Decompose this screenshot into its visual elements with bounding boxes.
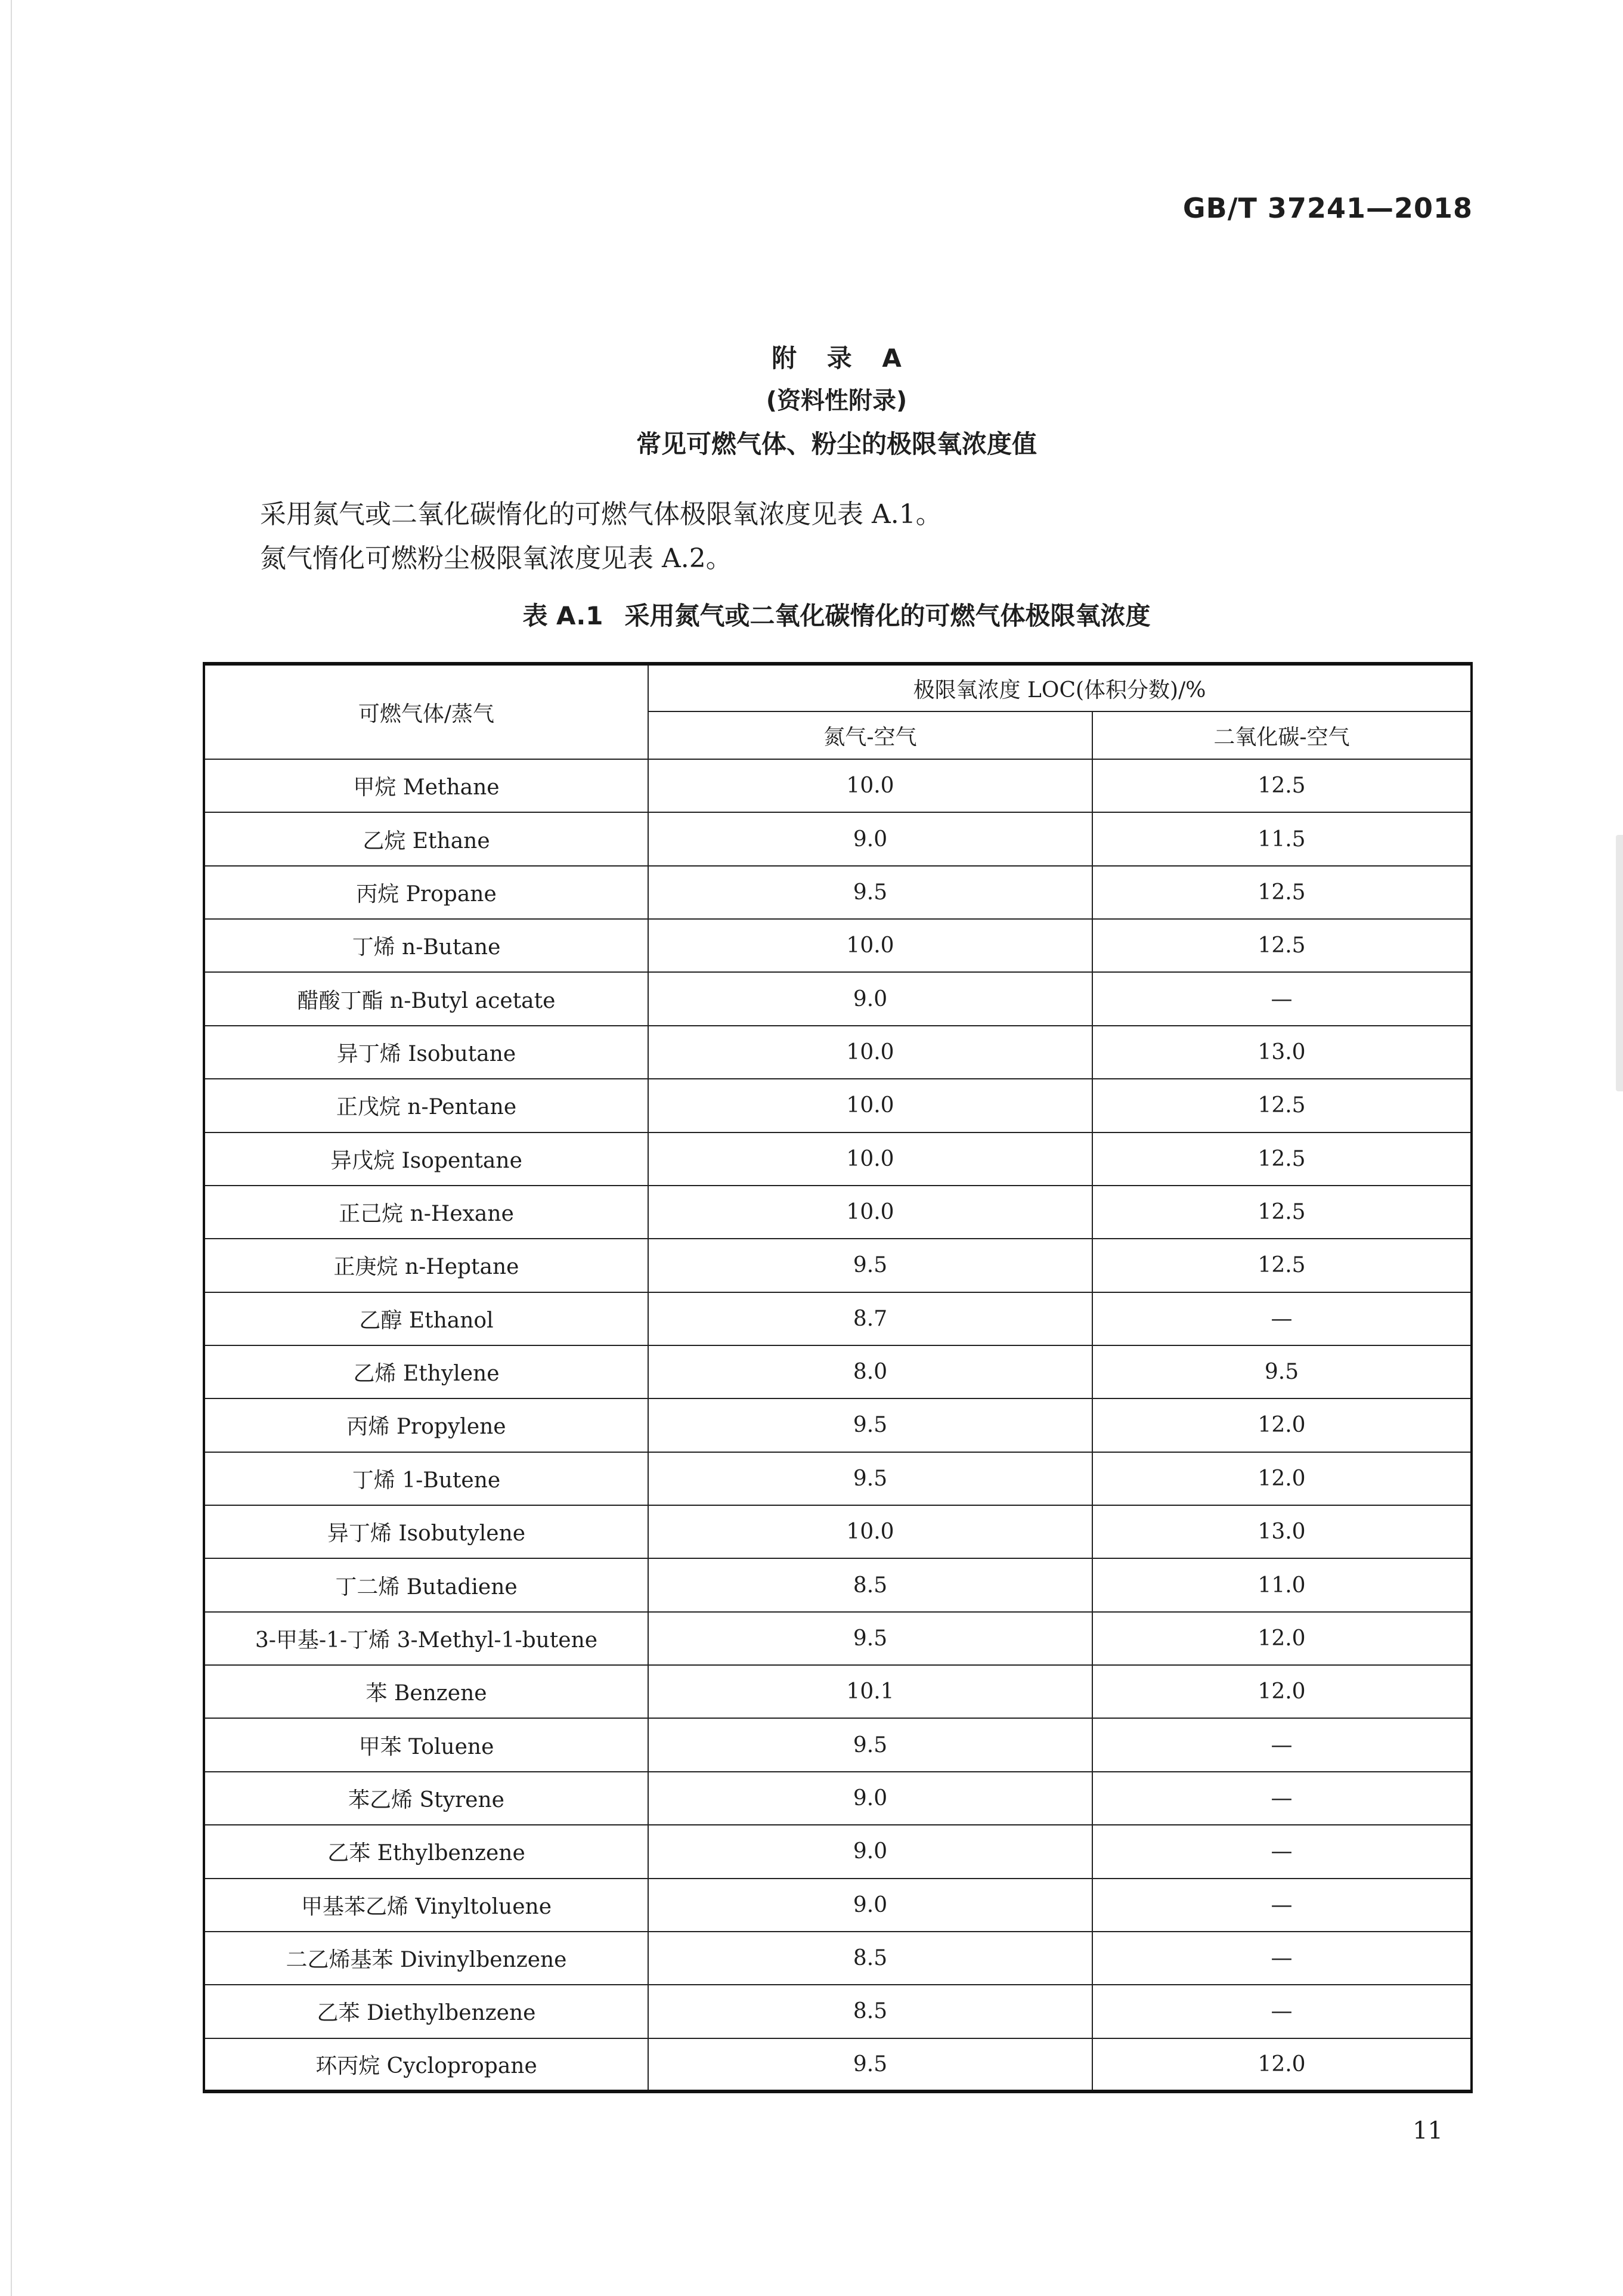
cell-co2: 11.5 xyxy=(1092,812,1472,865)
cell-co2: — xyxy=(1092,1985,1472,2038)
standard-code: GB/T 37241—2018 xyxy=(1182,192,1473,224)
table-row xyxy=(204,1186,1472,1239)
cell-gas: 正己烷 n-Hexane xyxy=(204,1186,648,1239)
table-row xyxy=(204,1079,1472,1132)
cell-gas: 丙烯 Propylene xyxy=(204,1398,648,1452)
cell-co2: 12.5 xyxy=(1092,1186,1472,1239)
table-row xyxy=(204,1505,1472,1558)
cell-gas: 苯 Benzene xyxy=(204,1665,648,1718)
paragraph-2: 氮气惰化可燃粉尘极限氧浓度见表 A.2。 xyxy=(260,543,732,574)
cell-co2: — xyxy=(1092,1879,1472,1932)
table-row xyxy=(204,1026,1472,1079)
table-header-row xyxy=(204,664,1472,711)
cell-co2: — xyxy=(1092,1932,1472,1985)
cell-co2: 12.0 xyxy=(1092,1452,1472,1505)
cell-n2: 10.0 xyxy=(648,1026,1092,1079)
cell-gas: 乙烷 Ethane xyxy=(204,812,648,865)
table-row xyxy=(204,1879,1472,1932)
cell-gas: 丙烷 Propane xyxy=(204,866,648,919)
cell-gas: 乙烯 Ethylene xyxy=(204,1345,648,1398)
table-row xyxy=(204,1239,1472,1292)
appendix-title: 附 录 A xyxy=(772,344,902,373)
cell-gas: 正戊烷 n-Pentane xyxy=(204,1079,648,1132)
cell-gas: 乙苯 Ethylbenzene xyxy=(204,1825,648,1878)
table-row xyxy=(204,919,1472,972)
cell-n2: 9.5 xyxy=(648,866,1092,919)
cell-n2: 9.5 xyxy=(648,1398,1092,1452)
cell-gas: 丁烯 n-Butane xyxy=(204,919,648,972)
cell-gas: 甲苯 Toluene xyxy=(204,1718,648,1771)
cell-n2: 10.1 xyxy=(648,1665,1092,1718)
page-edge xyxy=(11,0,12,2296)
cell-gas: 二乙烯基苯 Divinylbenzene xyxy=(204,1932,648,1985)
cell-n2: 9.5 xyxy=(648,2038,1092,2091)
cell-co2: — xyxy=(1092,1718,1472,1771)
cell-n2: 9.5 xyxy=(648,1239,1092,1292)
table-row xyxy=(204,1932,1472,1985)
cell-co2: 12.5 xyxy=(1092,866,1472,919)
cell-n2: 9.0 xyxy=(648,1772,1092,1825)
cell-gas: 乙醇 Ethanol xyxy=(204,1292,648,1345)
cell-n2: 9.5 xyxy=(648,1718,1092,1771)
cell-n2: 8.5 xyxy=(648,1985,1092,2038)
cell-co2: 11.0 xyxy=(1092,1558,1472,1611)
table-row xyxy=(204,2038,1472,2091)
table-row xyxy=(204,1132,1472,1186)
cell-n2: 9.5 xyxy=(648,1452,1092,1505)
cell-n2: 10.0 xyxy=(648,1079,1092,1132)
cell-co2: 13.0 xyxy=(1092,1505,1472,1558)
cell-n2: 9.0 xyxy=(648,1825,1092,1878)
table-row xyxy=(204,972,1472,1025)
cell-co2: 12.5 xyxy=(1092,1239,1472,1292)
cell-co2: — xyxy=(1092,1292,1472,1345)
cell-gas: 苯乙烯 Styrene xyxy=(204,1772,648,1825)
appendix-subtitle: (资料性附录) xyxy=(766,387,907,414)
cell-co2: 12.0 xyxy=(1092,1398,1472,1452)
cell-gas: 丁烯 1-Butene xyxy=(204,1452,648,1505)
table-body xyxy=(204,759,1472,2091)
page-number: 11 xyxy=(1413,2117,1443,2145)
table-row xyxy=(204,1345,1472,1398)
appendix-name: 常见可燃气体、粉尘的极限氧浓度值 xyxy=(636,429,1037,459)
cell-gas: 正庚烷 n-Heptane xyxy=(204,1239,648,1292)
header-n2: 氮气-空气 xyxy=(648,711,1092,759)
cell-gas: 乙苯 Diethylbenzene xyxy=(204,1985,648,2038)
cell-co2: 12.0 xyxy=(1092,1612,1472,1665)
table-row xyxy=(204,1398,1472,1452)
table-row xyxy=(204,1825,1472,1878)
cell-co2: — xyxy=(1092,972,1472,1025)
table-row xyxy=(204,1558,1472,1611)
cell-co2: 12.5 xyxy=(1092,1079,1472,1132)
cell-co2: 9.5 xyxy=(1092,1345,1472,1398)
cell-co2: 12.5 xyxy=(1092,759,1472,812)
table-row xyxy=(204,812,1472,865)
cell-gas: 异戊烷 Isopentane xyxy=(204,1132,648,1186)
cell-co2: — xyxy=(1092,1825,1472,1878)
cell-gas: 丁二烯 Butadiene xyxy=(204,1558,648,1611)
cell-n2: 9.5 xyxy=(648,1612,1092,1665)
cell-n2: 10.0 xyxy=(648,1505,1092,1558)
header-loc: 极限氧浓度 LOC(体积分数)/% xyxy=(648,664,1472,711)
table-row xyxy=(204,1612,1472,1665)
cell-co2: — xyxy=(1092,1772,1472,1825)
cell-n2: 8.0 xyxy=(648,1345,1092,1398)
cell-gas: 醋酸丁酯 n-Butyl acetate xyxy=(204,972,648,1025)
header-gas: 可燃气体/蒸气 xyxy=(204,664,648,759)
cell-n2: 8.5 xyxy=(648,1558,1092,1611)
cell-gas: 甲基苯乙烯 Vinyltoluene xyxy=(204,1879,648,1932)
cell-gas: 环丙烷 Cyclopropane xyxy=(204,2038,648,2091)
cell-co2: 12.5 xyxy=(1092,1132,1472,1186)
paragraph-1: 采用氮气或二氧化碳惰化的可燃气体极限氧浓度见表 A.1。 xyxy=(260,499,942,530)
cell-n2: 8.5 xyxy=(648,1932,1092,1985)
cell-n2: 8.7 xyxy=(648,1292,1092,1345)
table-number: 表 A.1 xyxy=(522,601,603,630)
table-caption xyxy=(203,596,1470,632)
table-row xyxy=(204,1985,1472,2038)
cell-n2: 10.0 xyxy=(648,1186,1092,1239)
table-row xyxy=(204,866,1472,919)
cell-co2: 12.0 xyxy=(1092,2038,1472,2091)
header-co2: 二氧化碳-空气 xyxy=(1092,711,1472,759)
cell-gas: 异丁烯 Isobutylene xyxy=(204,1505,648,1558)
table-caption-text: 采用氮气或二氧化碳惰化的可燃气体极限氧浓度 xyxy=(624,601,1151,630)
cell-co2: 12.5 xyxy=(1092,919,1472,972)
table-row xyxy=(204,1452,1472,1505)
loc-table xyxy=(203,662,1473,2093)
table-row xyxy=(204,1665,1472,1718)
cell-gas: 3-甲基-1-丁烯 3-Methyl-1-butene xyxy=(204,1612,648,1665)
page-edge-tab xyxy=(1616,835,1623,1091)
cell-n2: 10.0 xyxy=(648,1132,1092,1186)
table-row xyxy=(204,1718,1472,1771)
table-row xyxy=(204,759,1472,812)
cell-n2: 9.0 xyxy=(648,972,1092,1025)
table-row xyxy=(204,1772,1472,1825)
cell-co2: 13.0 xyxy=(1092,1026,1472,1079)
cell-n2: 9.0 xyxy=(648,1879,1092,1932)
cell-gas: 异丁烯 Isobutane xyxy=(204,1026,648,1079)
cell-n2: 10.0 xyxy=(648,919,1092,972)
table-row xyxy=(204,1292,1472,1345)
cell-gas: 甲烷 Methane xyxy=(204,759,648,812)
cell-co2: 12.0 xyxy=(1092,1665,1472,1718)
cell-n2: 10.0 xyxy=(648,759,1092,812)
cell-n2: 9.0 xyxy=(648,812,1092,865)
